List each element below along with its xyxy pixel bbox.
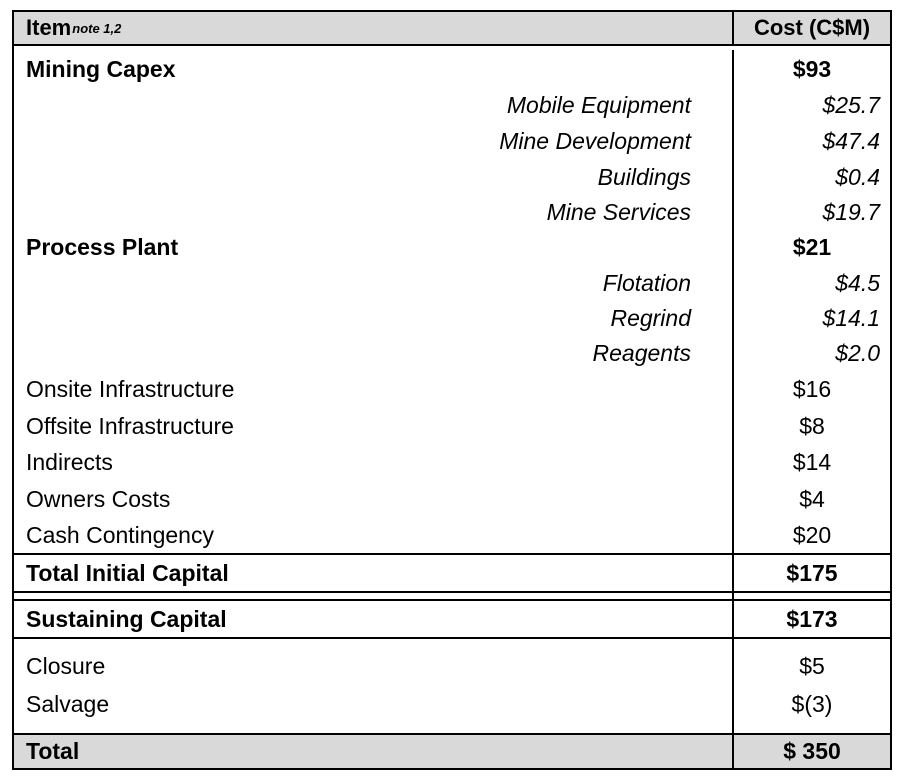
row-cost: $8: [732, 408, 890, 444]
sub-item-label: Reagents: [592, 340, 691, 366]
row-cost: $20: [732, 517, 890, 553]
row-label: Total Initial Capital: [26, 559, 229, 586]
sub-item-label: Mine Services: [546, 199, 691, 225]
table-row: [14, 517, 890, 553]
sub-item-cost: $19.7: [732, 195, 880, 230]
row-cost: $ 350: [732, 735, 890, 768]
sub-item-cost: $47.4: [732, 123, 880, 159]
sub-row: [14, 336, 890, 371]
row-cost: $(3): [732, 685, 890, 723]
header-item-cell: [14, 12, 732, 44]
row-label: Total: [26, 738, 80, 764]
section-row-mining-capex: [14, 50, 890, 88]
sub-item-label: Flotation: [602, 269, 691, 296]
section-cost: $93: [732, 50, 890, 88]
row-label: Indirects: [26, 449, 113, 475]
sub-item-cost: $2.0: [732, 336, 880, 371]
table-row: [14, 408, 890, 444]
row-cost: $175: [732, 555, 890, 591]
sub-item-cost: $14.1: [732, 301, 880, 336]
sustaining-capital-row: [14, 601, 890, 639]
table-row: [14, 685, 890, 723]
row-cost: $173: [732, 601, 890, 637]
sub-row: [14, 195, 890, 230]
section-label: Process Plant: [26, 234, 179, 260]
capex-table: [12, 10, 892, 770]
column-divider: [732, 639, 734, 735]
header-cost-cell: [732, 12, 890, 44]
table-row: [14, 647, 890, 685]
section-label: Mining Capex: [26, 55, 176, 82]
table-row: [14, 371, 890, 408]
sub-item-label: Mobile Equipment: [506, 92, 691, 118]
header-cost-label: Cost (C$M): [753, 15, 871, 40]
row-label: Owners Costs: [26, 485, 171, 512]
sub-item-label: Mine Development: [499, 127, 691, 154]
row-label: Sustaining Capital: [26, 605, 227, 632]
row-label: Onsite Infrastructure: [26, 376, 235, 402]
row-label: Closure: [26, 652, 106, 679]
table-row: [14, 444, 890, 481]
double-rule-spacer: [14, 593, 890, 601]
row-cost: $16: [732, 371, 890, 408]
row-label: Salvage: [26, 690, 110, 717]
sub-row: [14, 265, 890, 301]
sub-item-cost: $0.4: [732, 159, 880, 195]
sub-item-cost: $4.5: [732, 265, 880, 301]
sub-item-label: Buildings: [597, 163, 691, 190]
total-initial-capital-row: [14, 553, 890, 593]
row-cost: $5: [732, 647, 890, 685]
row-cost: $4: [732, 481, 890, 517]
column-divider: [732, 593, 734, 599]
grand-total-row: [14, 733, 890, 768]
section-row-process-plant: [14, 230, 890, 265]
sub-item-label: Regrind: [610, 305, 691, 331]
sub-row: [14, 123, 890, 159]
sub-row: [14, 301, 890, 336]
row-label: Offsite Infrastructure: [26, 412, 234, 439]
header-item-label: Item: [26, 15, 72, 40]
table-header: [14, 12, 890, 46]
sub-row: [14, 88, 890, 123]
row-cost: $14: [732, 444, 890, 481]
sub-row: [14, 159, 890, 195]
row-label: Cash Contingency: [26, 521, 214, 548]
header-note: note 1,2: [72, 20, 122, 36]
table-row: [14, 481, 890, 517]
section-cost: $21: [732, 230, 890, 265]
sub-item-cost: $25.7: [732, 88, 880, 123]
